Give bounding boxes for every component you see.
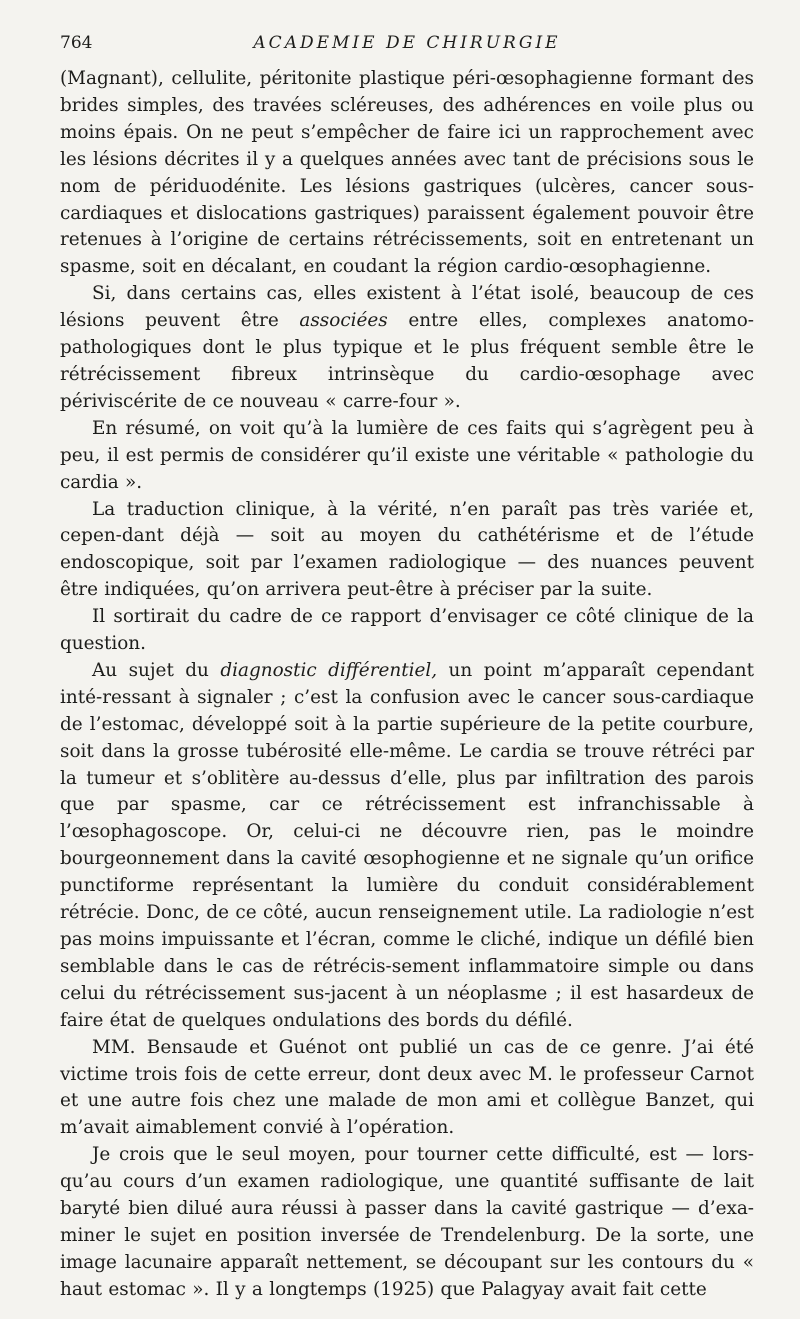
paragraph: MM. Bensaude et Guénot ont publié un cas de ce genre. J’ai été victime trois fois de cette erreur, dont deux avec M. le professeur Carnot et une autre fois chez une malade de mon ami et collègue Banzet, qui m’avait aimablement convié à l’opération. <box>60 1036 754 1139</box>
page-number: 764 <box>60 33 93 53</box>
paragraph: Il sortirait du cadre de ce rapport d’envisager ce côté clinique de la question. <box>60 606 754 655</box>
paragraph: En résumé, on voit qu’à la lumière de ces faits qui s’agrègent peu à peu, il est permis de considérer qu’il existe une véritable « pathologie du cardia ». <box>60 417 754 493</box>
paragraph: Je crois que le seul moyen, pour tourner cette difficulté, est — lors-qu’au cours d’un examen radiologique, une quantité suffisante de lait baryté bien dilué aura réussi à passer dans la cavité gastrique — d’exa-miner le sujet en position inversée de Trendelenburg. De la sorte, une image lacunaire apparaît nettement, se découpant sur les contours du « haut estomac ». Il y a longtemps (1925) que Palagyay avait fait cette <box>60 1144 754 1300</box>
emphasis: associées <box>299 310 388 332</box>
paragraph: Au sujet du diagnostic différentiel, un point m’apparaît cependant inté-ressant à signaler ; c’est la confusion avec le cancer sous-cardiaque de l’estomac, développé soit à la partie supérieure de la petite courbure, soit dans la grosse tubérosité elle-même. Le cardia se trouve rétréci par la tumeur et s’oblitère au-dessus d’elle, plus par infiltration des parois que par spasme, car ce rétrécissement est infranchissable à l’œsophagoscope. Or, celui-ci ne découvre rien, pas le moindre bourgeonnement dans la cavité œsophogienne et ne signale qu’un orifice punctiforme représentant la lumière du conduit considérablement rétrécie. Donc, de ce côté, aucun renseignement utile. La radiologie n’est pas moins impuissante et l’écran, comme le cliché, indique un défilé bien semblable dans le cas de rétrécis-sement inflammatoire simple ou dans celui du rétrécissement sus-jacent à un néoplasme ; il est hasardeux de faire état de quelques ondulations des bords du défilé. <box>60 659 754 1031</box>
page-header <box>60 30 754 56</box>
paragraph: La traduction clinique, à la vérité, n’en paraît pas très variée et, cepen-dant déjà — soit au moyen du cathétérisme et de l’étude endoscopique, soit par l’examen radiologique — des nuances peuvent être indiquées, qu’on arrivera peut-être à préciser par la suite. <box>60 498 754 601</box>
paragraph: (Magnant), cellulite, péritonite plastique péri-œsophagienne formant des brides simples, des travées scléreuses, des adhérences en voile plus ou moins épais. On ne peut s’empêcher de faire ici un rapprochement avec les lésions décrites il y a quelques années avec tant de précisions sous le nom de périduodénite. Les lésions gastriques (ulcères, cancer sous-cardiaques et dislocations gastriques) paraissent également pouvoir être retenues à l’origine de certains rétrécissements, soit en entretenant un spasme, soit en décalant, en coudant la région cardio-œsophagienne. <box>60 68 754 278</box>
paragraph: Si, dans certains cas, elles existent à l’état isolé, beaucoup de ces lésions peuvent être associées entre elles, complexes anatomo-pathologiques dont le plus typique et le plus fréquent semble être le rétrécissement fibreux intrinsèque du cardio-œsophage avec périviscérite de ce nouveau « carre-four ». <box>60 283 754 412</box>
body-text <box>60 66 754 1304</box>
running-head: ACADEMIE DE CHIRURGIE <box>253 33 561 53</box>
emphasis: diagnostic différentiel, <box>220 659 438 681</box>
